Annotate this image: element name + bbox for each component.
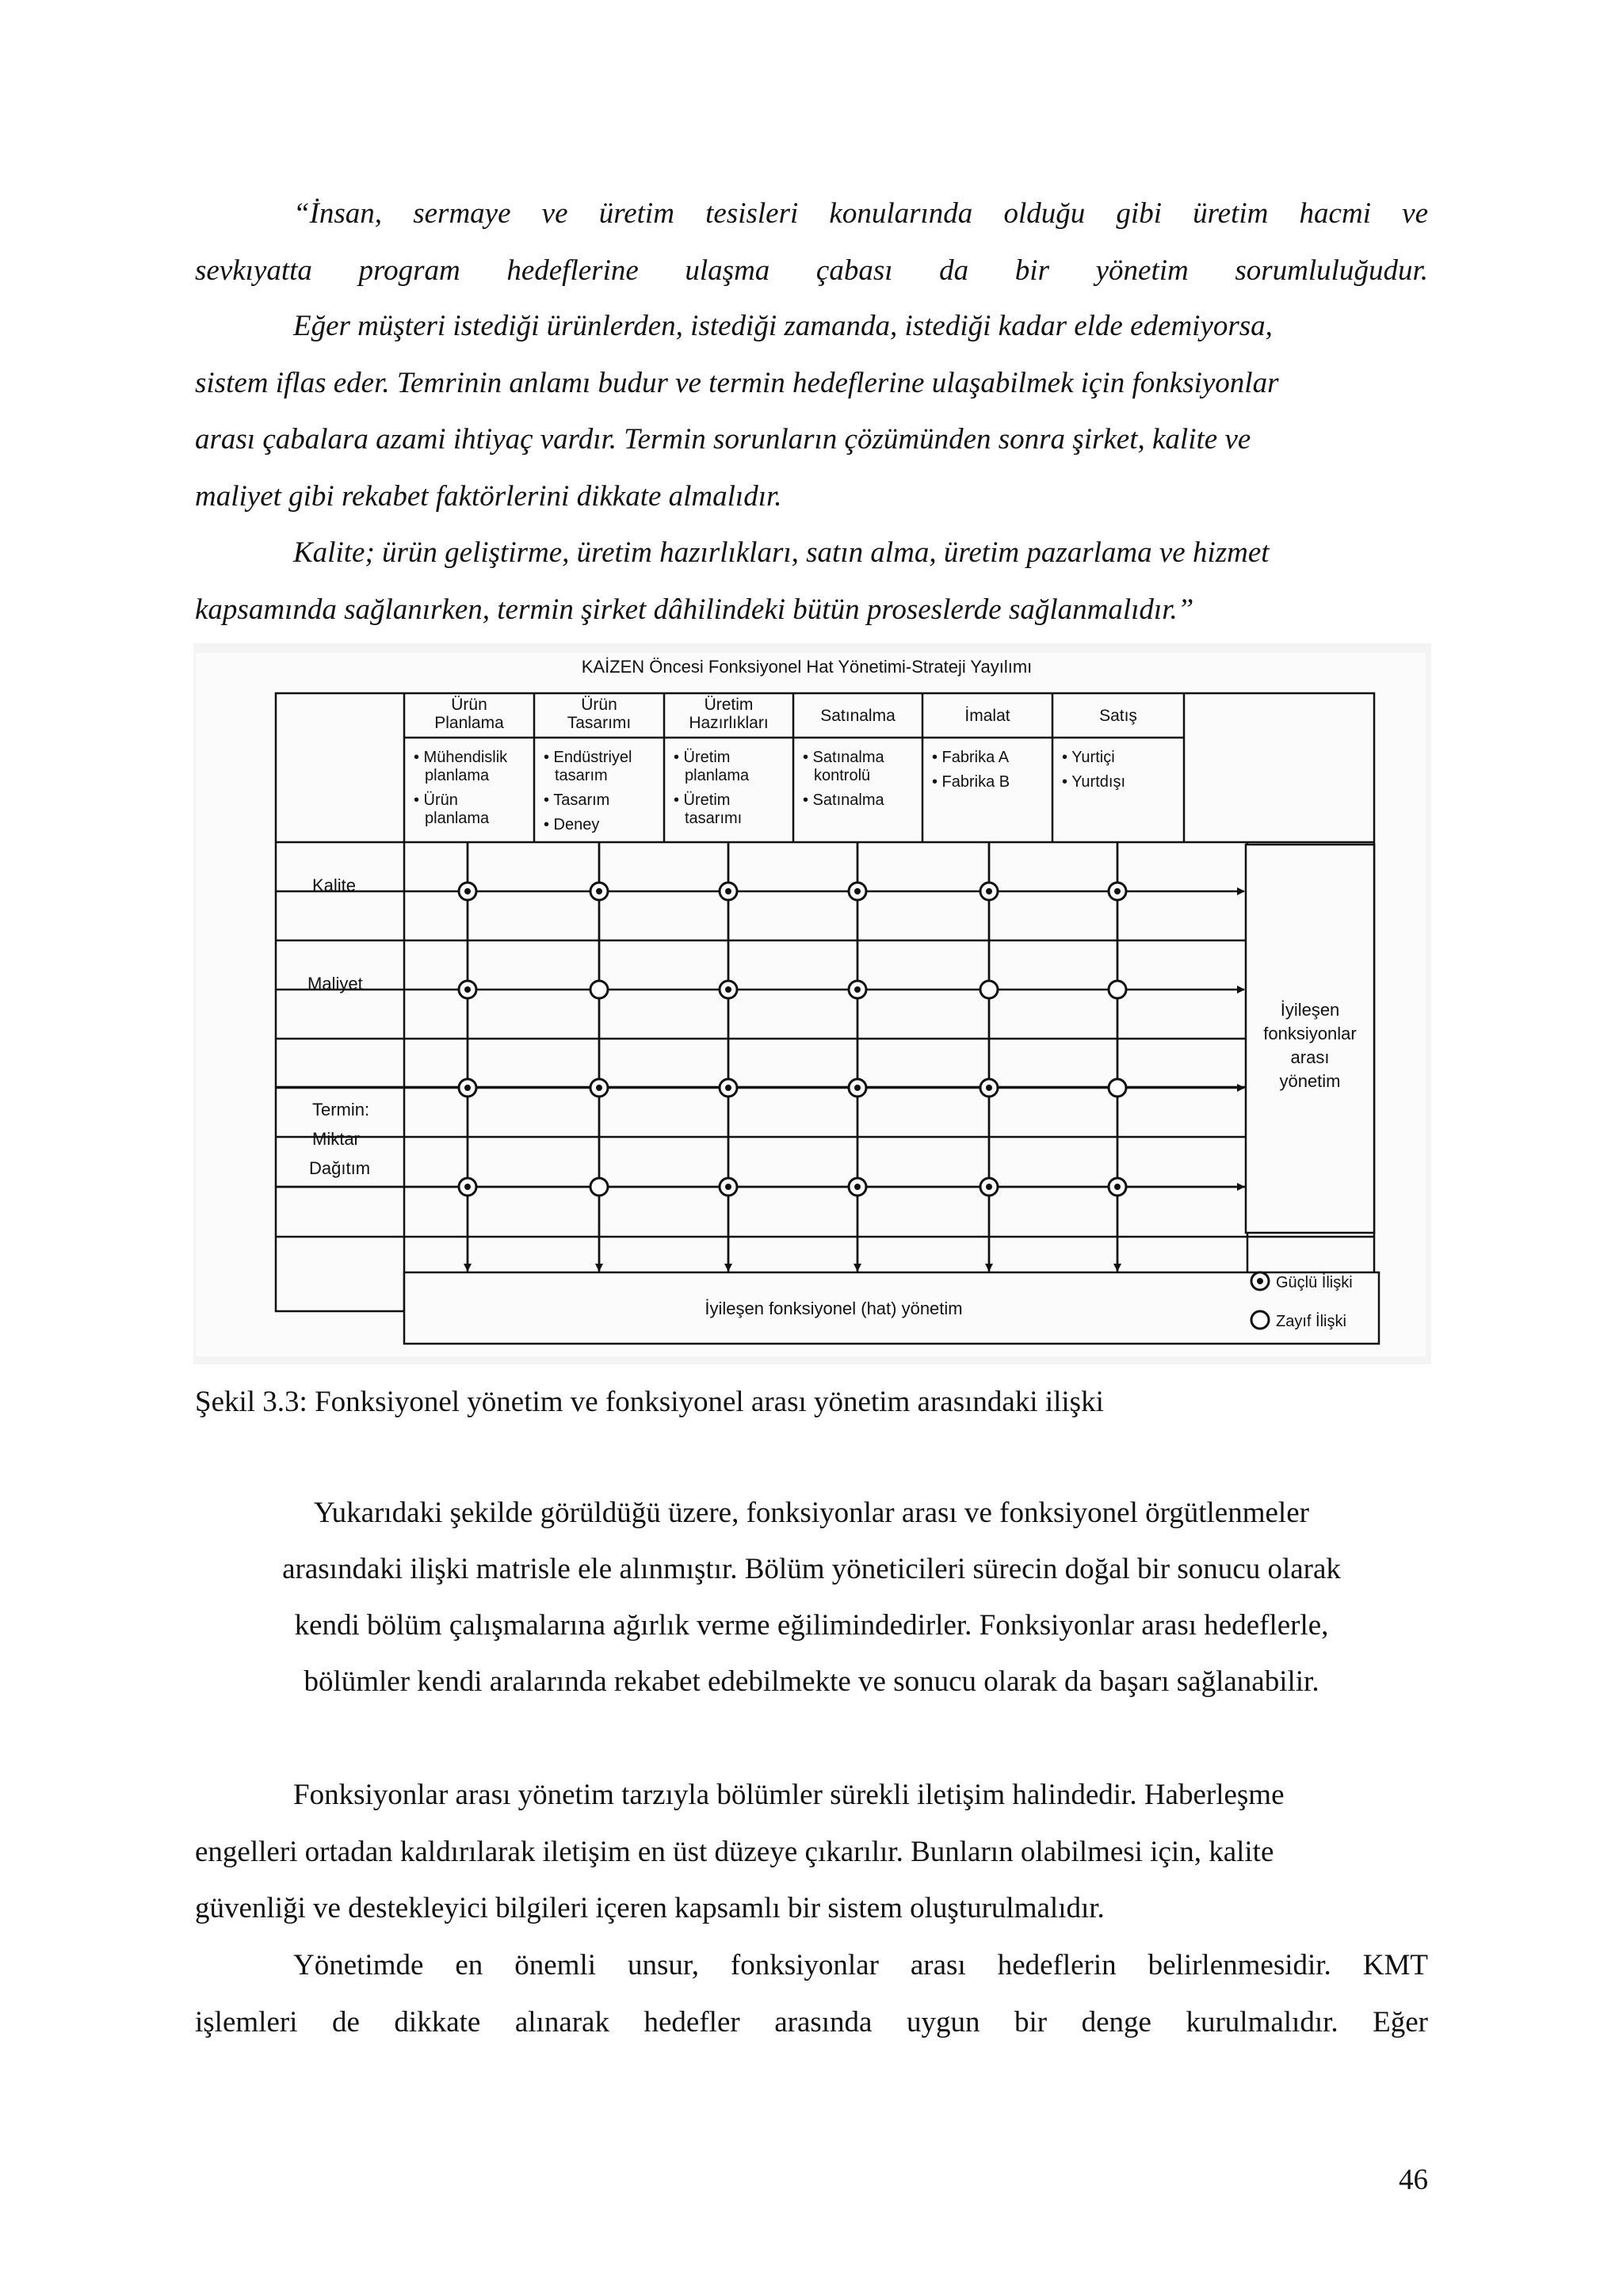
- strong-relation-dot: [725, 986, 731, 993]
- column-item: planlama: [425, 810, 490, 827]
- strong-relation-dot: [986, 1085, 992, 1091]
- column-header: Satış: [1099, 707, 1137, 725]
- column-item: planlama: [425, 767, 490, 784]
- column-item: • Yurtdışı: [1062, 773, 1126, 791]
- text-line: kendi bölüm çalışmalarına ağırlık verme eğilimindedirler. Fonksiyonlar arası hedeflerle,: [294, 1609, 1329, 1642]
- text-line: “İnsan, sermaye ve üretim tesisleri konularında olduğu gibi üretim hacmi ve: [293, 197, 1428, 230]
- figure-title: KAİZEN Öncesi Fonksiyonel Hat Yönetimi-Strateji Yayılımı: [581, 657, 1033, 677]
- text-line: güvenliği ve destekleyici bilgileri içeren kapsamlı bir sistem oluşturulmalıdır.: [195, 1892, 1105, 1924]
- weak-relation-icon: [1109, 981, 1126, 998]
- strong-relation-dot: [725, 1085, 731, 1091]
- strong-relation-dot: [986, 888, 992, 894]
- strong-relation-dot: [464, 986, 471, 993]
- text-line: arası çabalara azami ihtiyaç vardır. Termin sorunların çözümünden sonra şirket, kalite ve: [195, 423, 1251, 456]
- relationship-matrix-figure: [193, 643, 1431, 1364]
- row-label-miktar: Miktar: [312, 1129, 360, 1149]
- right-box-line: fonksiyonlar: [1263, 1024, 1357, 1043]
- column-item: • Üretim: [674, 791, 731, 809]
- legend-weak-label: Zayıf İlişki: [1276, 1313, 1346, 1330]
- bottom-box-label: İyileşen fonksiyonel (hat) yönetim: [705, 1299, 963, 1318]
- column-header: Ürün: [581, 696, 617, 714]
- legend-strong-label: Güçlü İlişki: [1276, 1274, 1353, 1291]
- strong-relation-dot: [464, 1184, 471, 1190]
- row-label-termin: Termin:: [312, 1100, 370, 1119]
- weak-relation-icon: [1109, 1079, 1126, 1097]
- text-line: kapsamında sağlanırken, termin şirket dâhilindeki bütün proseslerde sağlanmalıdır.”: [195, 593, 1194, 626]
- quote-paragraph-3: [195, 524, 1428, 638]
- text-line: Yukarıdaki şekilde görüldüğü üzere, fonksiyonlar arası ve fonksiyonel örgütlenmeler: [314, 1497, 1309, 1529]
- text-line: Fonksiyonlar arası yönetim tarzıyla bölümler sürekli iletişim halindedir. Haberleşme: [293, 1779, 1285, 1811]
- strong-relation-dot: [854, 888, 861, 894]
- weak-relation-icon: [590, 981, 608, 998]
- row-label-dagitim: Dağıtım: [309, 1158, 371, 1178]
- column-header: Satınalma: [820, 707, 896, 725]
- strong-relation-dot: [725, 888, 731, 894]
- strong-relation-dot: [1114, 888, 1121, 894]
- weak-relation-icon: [590, 1178, 608, 1196]
- page-number: 46: [1399, 2164, 1428, 2196]
- column-item: • Mühendislik: [414, 749, 508, 766]
- strong-relation-dot: [854, 986, 861, 993]
- figure-caption: Şekil 3.3: Fonksiyonel yönetim ve fonksiyonel arası yönetim arasındaki ilişki: [195, 1386, 1104, 1418]
- column-item: • Ürün: [414, 791, 458, 809]
- column-header: Üretim: [704, 696, 754, 714]
- centered-paragraph: [195, 1485, 1428, 1710]
- quote-paragraph-2: [195, 298, 1428, 524]
- row-label-maliyet: Maliyet: [307, 974, 363, 994]
- body-paragraph-2: [195, 1937, 1428, 2050]
- text-line: sistem iflas eder. Temrinin anlamı budur ve termin hedeflerine ulaşabilmek için fonksiyonlar: [195, 366, 1279, 399]
- right-box-line: yönetim: [1279, 1071, 1341, 1091]
- strong-relation-dot: [725, 1184, 731, 1190]
- column-item: • Fabrika B: [932, 773, 1010, 791]
- column-header: Tasarımı: [567, 714, 632, 732]
- text-line: Kalite; ürün geliştirme, üretim hazırlıkları, satın alma, üretim pazarlama ve hizmet: [293, 536, 1270, 569]
- column-item: tasarımı: [685, 810, 743, 827]
- legend-weak-icon: [1251, 1311, 1269, 1329]
- strong-relation-dot: [854, 1184, 861, 1190]
- text-line: maliyet gibi rekabet faktörlerini dikkate almalıdır.: [195, 479, 782, 513]
- text-line: bölümler kendi aralarında rekabet edebilmekte ve sonucu olarak da başarı sağlanabilir.: [304, 1665, 1319, 1698]
- column-header: Ürün: [451, 696, 487, 714]
- column-item: planlama: [685, 767, 750, 784]
- body-paragraph-1: [195, 1767, 1428, 1937]
- column-header: Planlama: [434, 714, 504, 732]
- strong-relation-dot: [854, 1085, 861, 1091]
- strong-relation-dot: [596, 1085, 602, 1091]
- text-line: arasındaki ilişki matrisle ele alınmıştır. Bölüm yöneticileri sürecin doğal bir sonucu olarak: [282, 1553, 1341, 1585]
- right-box-line: arası: [1290, 1047, 1330, 1067]
- strong-relation-dot: [464, 1085, 471, 1091]
- column-item: kontrolü: [814, 767, 871, 784]
- column-item: • Tasarım: [544, 791, 610, 809]
- text-line: işlemleri de dikkate alınarak hedefler arasında uygun bir denge kurulmalıdır. Eğer: [195, 2005, 1428, 2039]
- strong-relation-dot: [464, 888, 471, 894]
- row-label-kalite: Kalite: [312, 875, 357, 895]
- strong-relation-dot: [1114, 1184, 1121, 1190]
- quote-paragraph-1: [195, 185, 1428, 299]
- column-item: tasarım: [555, 767, 608, 784]
- column-item: • Yurtiçi: [1062, 749, 1115, 766]
- column-item: • Satınalma: [803, 791, 884, 809]
- strong-relation-dot: [986, 1184, 992, 1190]
- text-line: Eğer müşteri istediği ürünlerden, istediği zamanda, istediği kadar elde edemiyorsa,: [293, 310, 1273, 342]
- column-item: • Deney: [544, 816, 600, 833]
- text-line: sevkıyatta program hedeflerine ulaşma çabası da bir yönetim sorumluluğudur.: [195, 254, 1428, 287]
- text-line: Yönetimde en önemli unsur, fonksiyonlar arası hedeflerin belirlenmesidir. KMT: [293, 1949, 1428, 1981]
- legend-strong-dot: [1257, 1278, 1263, 1284]
- column-item: • Üretim: [674, 749, 731, 766]
- strong-relation-dot: [596, 888, 602, 894]
- text-line: engelleri ortadan kaldırılarak iletişim en üst düzeye çıkarılır. Bunların olabilmesi için, kalite: [195, 1835, 1274, 1868]
- column-item: • Satınalma: [803, 749, 884, 766]
- right-box-line: İyileşen: [1280, 1000, 1340, 1020]
- column-item: • Fabrika A: [932, 749, 1010, 766]
- column-header: Hazırlıkları: [689, 714, 769, 732]
- column-item: • Endüstriyel: [544, 749, 632, 766]
- column-header: İmalat: [964, 707, 1010, 725]
- weak-relation-icon: [980, 981, 998, 998]
